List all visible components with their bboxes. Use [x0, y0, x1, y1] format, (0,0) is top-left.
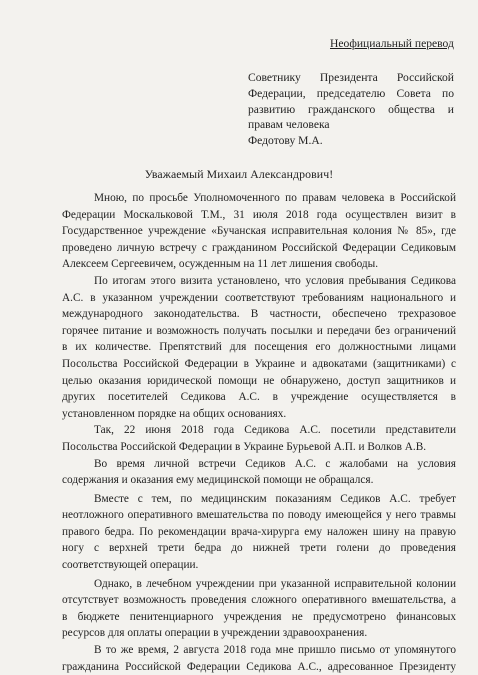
- text-line: содержания и оказания ему медицинской помощи не обращался.: [62, 474, 374, 487]
- letter-body: [62, 190, 456, 675]
- paragraph: [62, 190, 456, 273]
- addressee-line: правам человека: [248, 118, 330, 132]
- text-line: Вместе с тем, по медицинским показаниям Седиков А.С. требует: [94, 492, 456, 505]
- addressee-line: Федерации, председателю Совета по: [248, 86, 454, 100]
- text-line: соответствующей операции.: [62, 559, 199, 572]
- text-line: неотложного оперативного вмешательства по поводу имеющейся у него травмы: [62, 509, 456, 522]
- text-line: А.С. в указанном учреждении соответствуют требованиям национального и: [62, 291, 456, 304]
- text-line: Посольства Российской Федерации в Украине Бурьевой А.П. и Волков А.В.: [62, 440, 427, 453]
- text-line: правого бедра. По рекомендации врача-хирурга ему наложен шину на правую: [62, 525, 456, 538]
- text-line: Так, 22 июня 2018 года Седикова А.С. посетили представители: [94, 424, 456, 437]
- paragraph: [62, 422, 456, 455]
- text-line: По итогам этого визита установлено, что условия пребывания Седикова: [94, 274, 456, 287]
- text-line: горячее питание и возможность получать посылки и передачи без ограничений: [62, 324, 456, 337]
- text-line: Во время личной встречи Седиков А.С. с жалобами на условия: [94, 457, 456, 470]
- text-line: Мною, по просьбе Уполномоченного по правам человека в Российской: [94, 192, 456, 204]
- text-line: отсутствует возможность проведения сложного оперативного вмешательства, а: [62, 594, 456, 607]
- text-line: Однако, в лечебном учреждении при указанной исправительной колонии: [94, 577, 456, 590]
- text-line: в их количестве. Препятствий для посещения его должностными лицами: [62, 341, 456, 354]
- paragraph: [62, 273, 456, 422]
- text-line: ногу с верхней трети бедра до нижней трети голени до проведения: [62, 542, 456, 555]
- text-line: проведено личную встречу с гражданином Российской Федерации Седиковым: [62, 241, 456, 254]
- paragraph: [62, 642, 456, 675]
- addressee-line: Советнику Президента Российской: [248, 71, 454, 84]
- text-line: в бюджете пенитенциарного учреждения не предусмотрено финансовых: [62, 610, 456, 623]
- text-line: международного законодательства. В частности, обеспечено трехразовое: [62, 308, 456, 321]
- salutation: Уважаемый Михаил Александрович!: [144, 167, 334, 181]
- paragraph: [62, 576, 456, 642]
- paragraph: [62, 456, 456, 489]
- text-line: гражданина Российской Федерации Седикова А.С., адресованное Президенту: [62, 660, 456, 673]
- addressee-line: развитию гражданского общества и: [248, 102, 454, 116]
- addressee-block: [248, 70, 454, 149]
- text-line: В то же время, 2 августа 2018 года мне пришло письмо от упомянутого: [94, 644, 456, 657]
- text-line: Федерации Москальковой Т.М., 31 июля 2018 года осуществлен визит в: [62, 208, 456, 221]
- text-line: установленном порядке на общих основаниях.: [62, 407, 287, 420]
- text-line: ресурсов для оплаты операции в учреждении здравоохранения.: [62, 627, 368, 640]
- text-line: других посетителей Седикова А.С. в учреждение осуществляется в: [62, 391, 456, 404]
- unofficial-translation-note: Неофициальный перевод: [330, 37, 454, 50]
- paragraph: [62, 491, 456, 574]
- text-line: целью оказания юридической помощи не обнаружено, доступ защитников и: [62, 374, 456, 387]
- text-line: Посольства Российской Федерации в Украине и адвокатами (защитниками) с: [62, 357, 456, 370]
- addressee-line: Федотову М.А.: [248, 134, 323, 148]
- text-line: Алексеем Сергеевичем, осужденным на 11 лет лишения свободы.: [62, 258, 379, 271]
- text-line: Государственное учреждение «Бучанская исправительная колония № 85», где: [62, 225, 456, 238]
